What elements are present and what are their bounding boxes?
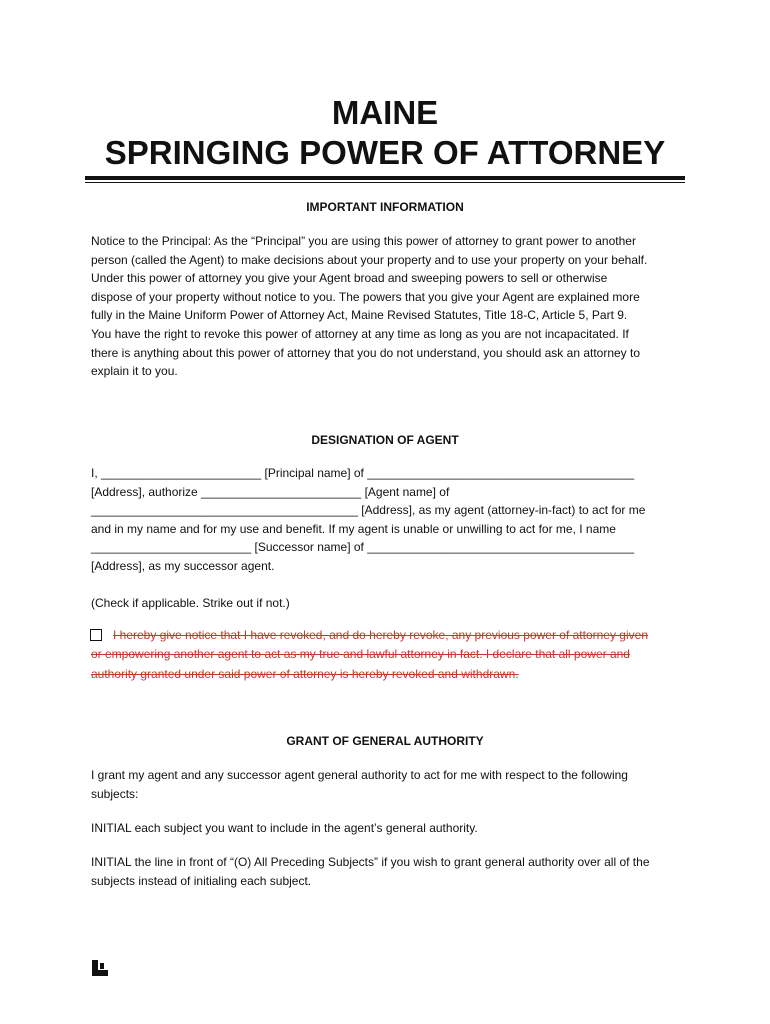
- paragraph-line: dispose of your property without notice to you. The powers that you give your Agent are explained more: [91, 289, 640, 304]
- paragraph-line: [Address], as my successor agent.: [91, 558, 275, 573]
- document-title: SPRINGING POWER OF ATTORNEY: [104, 134, 666, 171]
- revocation-line: or empowering another agent to act as my true and lawful attorney in fact. I declare that all power and: [91, 647, 630, 662]
- paragraph-line: person (called the Agent) to make decisions about your property and to use your property on your behalf.: [91, 252, 648, 267]
- document-logo-icon: [92, 960, 108, 976]
- paragraph-line: explain it to you.: [91, 364, 178, 379]
- designation-of-agent-text: [91, 464, 691, 576]
- paragraph-line: You have the right to revoke this power of attorney at any time as long as you are not incapacitated. If: [91, 326, 629, 341]
- title-rule-thin: [85, 182, 685, 183]
- check-if-applicable-note: (Check if applicable. Strike out if not.): [91, 596, 290, 610]
- grant-paragraph-1: [91, 766, 691, 803]
- paragraph-line: Notice to the Principal: As the “Principal” you are using this power of attorney to grant power to another: [91, 234, 636, 248]
- designation-of-agent-heading: DESIGNATION OF AGENT: [311, 433, 459, 447]
- paragraph-line: [Address], authorize ________________________ [Agent name] of: [91, 484, 450, 499]
- revocation-clause-struck: [91, 626, 691, 684]
- important-information-text: [91, 232, 691, 381]
- important-information-heading: IMPORTANT INFORMATION: [306, 200, 464, 214]
- paragraph-line: I grant my agent and any successor agent general authority to act for me with respect to the following: [91, 768, 628, 782]
- revocation-line: I hereby give notice that I have revoked, and do hereby revoke, any previous power of attorney given: [113, 628, 648, 642]
- paragraph-line: Under this power of attorney you give your Agent broad and sweeping powers to sell or otherwise: [91, 271, 608, 286]
- grant-of-general-authority-heading: GRANT OF GENERAL AUTHORITY: [286, 734, 484, 748]
- revocation-line: authority granted under said power of attorney is hereby revoked and withdrawn.: [91, 666, 519, 681]
- paragraph-line: ________________________________________ [Address], as my agent (attorney-in-fact) to act for me: [91, 503, 646, 518]
- grant-paragraph-3: [91, 853, 691, 890]
- paragraph-line: subjects:: [91, 786, 139, 801]
- paragraph-line: there is anything about this power of attorney that you do not understand, you should ask an attorney to: [91, 345, 641, 360]
- document-title-state: MAINE: [331, 94, 439, 131]
- paragraph-line: I, ________________________ [Principal name] of ________________________________________: [91, 466, 635, 480]
- paragraph-line: and in my name and for my use and benefit. If my agent is unable or unwilling to act for me, I name: [91, 521, 616, 536]
- title-rule-thick: [85, 176, 685, 180]
- grant-paragraph-2: INITIAL each subject you want to include in the agent’s general authority.: [91, 821, 478, 835]
- paragraph-line: fully in the Maine Uniform Power of Attorney Act, Maine Revised Statutes, Title 18-C, Article 5, Part 9.: [91, 308, 628, 323]
- paragraph-line: ________________________ [Successor name] of ________________________________________: [91, 540, 635, 555]
- paragraph-line: INITIAL the line in front of “(O) All Preceding Subjects” if you wish to grant general authority over all of the: [91, 855, 650, 869]
- paragraph-line: subjects instead of initialing each subject.: [91, 873, 312, 888]
